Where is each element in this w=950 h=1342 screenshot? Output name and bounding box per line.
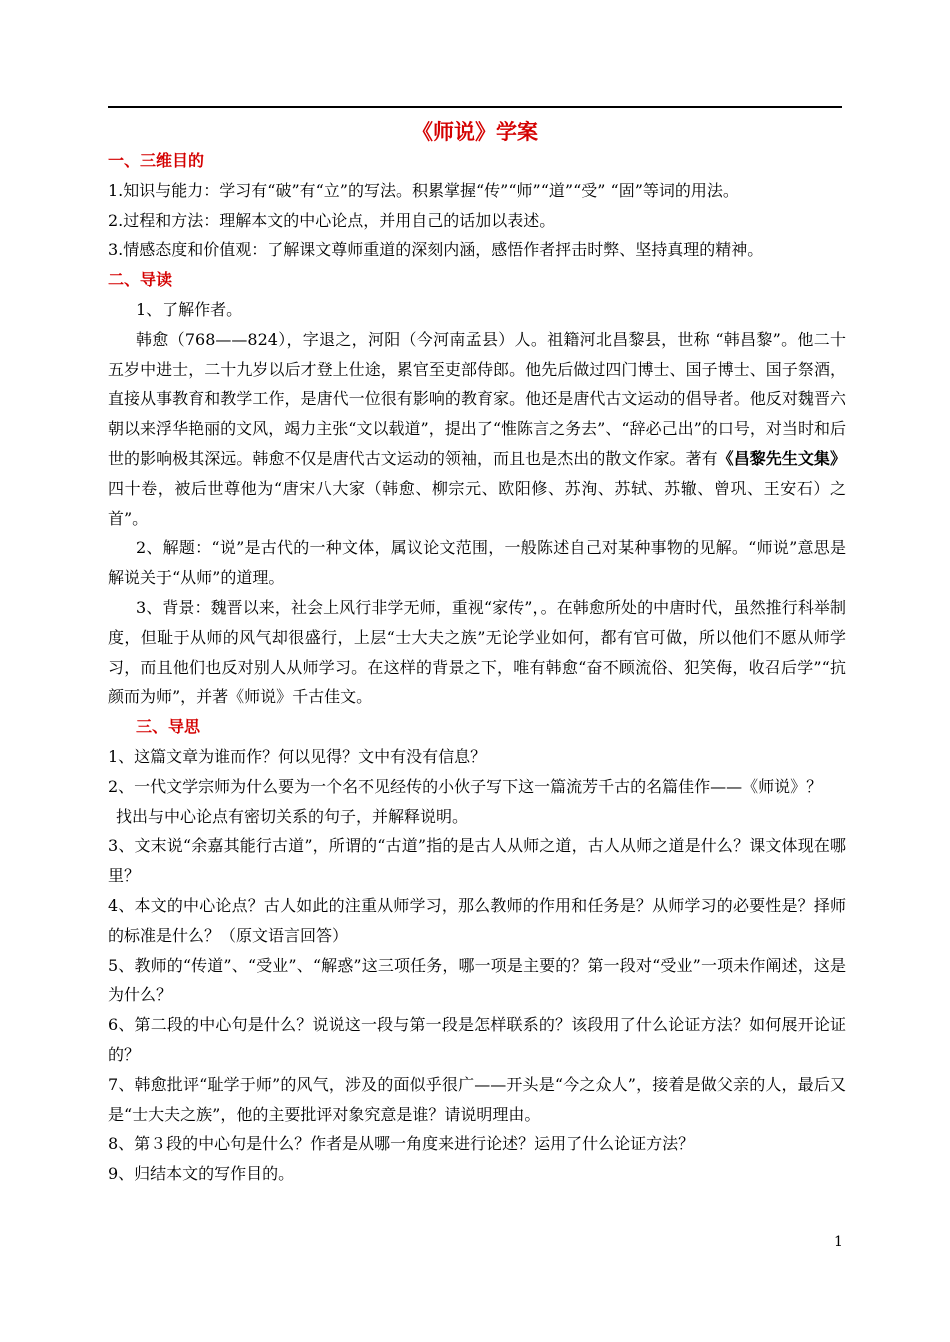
paragraph: 3.情感态度和价值观：了解课文尊师重道的深刻内涵，感悟作者抨击时弊、坚持真理的精神。 xyxy=(108,240,764,260)
author-text-end: 四十卷，被后世尊他为“唐宋八大家（韩愈、柳宗元、欧阳修、苏洵、苏轼、苏辙、曾巩、王安石）之首”。 xyxy=(108,478,846,528)
question-item: 9、归结本文的写作目的。 xyxy=(108,1164,295,1184)
paragraph: 2、解题：“说”是古代的一种文体，属议论文范围，一般陈述自己对某种事物的见解。“师说”意思是解说关于“从师”的道理。 xyxy=(108,538,846,588)
header-rule xyxy=(108,106,842,108)
author-paragraph xyxy=(108,325,846,534)
paragraph: 2.过程和方法：理解本文的中心论点，并用自己的话加以表述。 xyxy=(108,210,556,230)
document-title: 《师说》学案 xyxy=(412,120,538,144)
section-heading-goals: 一、三维目的 xyxy=(108,151,205,170)
section-heading-reading: 二、导读 xyxy=(108,270,173,290)
question-item: 6、第二段的中心句是什么？说说这一段与第一段是怎样联系的？该段用了什么论证方法？如何展开论证的？ xyxy=(108,1015,846,1064)
document-body xyxy=(108,146,846,1189)
section-heading-thinking: 三、导思 xyxy=(136,717,201,737)
page-number: 1 xyxy=(834,1234,843,1250)
question-item: 4、本文的中心论点？古人如此的注重从师学习，那么教师的作用和任务是？从师学习的必要性是？择师的标准是什么？（原文语言回答） xyxy=(108,895,846,945)
paragraph: 3、背景：魏晋以来，社会上风行非学无师，重视“家传”，。在韩愈所处的中唐时代，虽然推行科举制度，但耻于从师的风气却很盛行，上层“士大夫之族”无论学业如何，都有官可做，所以他们不愿从师学习，而且他们也反对别人从师学习。在这样的背景之下，唯有韩愈“奋不顾流俗、犯笑侮，收召后学”“抗颜而为师”，并著《师说》千古佳文。 xyxy=(108,597,846,707)
book-title: 《昌黎先生文集》 xyxy=(717,448,846,468)
question-item: 2、一代文学宗师为什么要为一个名不见经传的小伙子写下这一篇流芳千古的名篇佳作——《师说》？ xyxy=(108,776,823,796)
question-item: 8、第３段的中心句是什么？作者是从哪一角度来进行论述？运用了什么论证方法？ xyxy=(108,1134,695,1154)
question-item: 3、文末说“余嘉其能行古道”，所谓的“古道”指的是古人从师之道，古人从师之道是什么？课文体现在哪里？ xyxy=(108,836,846,886)
paragraph: 1.知识与能力：学习有“破”有“立”的写法。积累掌握“传”“师”“道”“受” “固”等词的用法。 xyxy=(108,180,739,200)
author-text: 韩愈（768——824），字退之，河阳（今河南孟县）人。祖籍河北昌黎县，世称 “韩昌黎”。他二十五岁中进士，二十九岁以后才登上仕途，累官至吏部侍郎。他先后做过四门博士、国子博士、国子祭酒，直接从事教育和教学工作，是唐代一位很有影响的教育家。他还是唐代古文运动的倡导者。他反对魏晋六朝以来浮华艳丽的文风，竭力主张“文以载道”，提出了“惟陈言之务去”、“辞必己出”的口号，对当时和后世的影响极其深远。韩愈不仅是唐代古文运动的领袖，而且也是杰出的散文作家。著有 xyxy=(108,329,846,468)
question-item: 1、这篇文章为谁而作？何以见得？文中有没有信息？ xyxy=(108,746,487,766)
question-item: 7、韩愈批评“耻学于师”的风气，涉及的面似乎很广——开头是“今之众人”，接着是做父亲的人，最后又是“士大夫之族”，他的主要批评对象究意是谁？请说明理由。 xyxy=(108,1074,846,1124)
question-item: 找出与中心论点有密切关系的句子，并解释说明。 xyxy=(116,806,469,826)
question-item: 5、教师的“传道”、“受业”、“解惑”这三项任务，哪一项是主要的？第一段对“受业”一项未作阐述，这是为什么？ xyxy=(108,955,846,1005)
paragraph: 1、了解作者。 xyxy=(136,299,243,319)
